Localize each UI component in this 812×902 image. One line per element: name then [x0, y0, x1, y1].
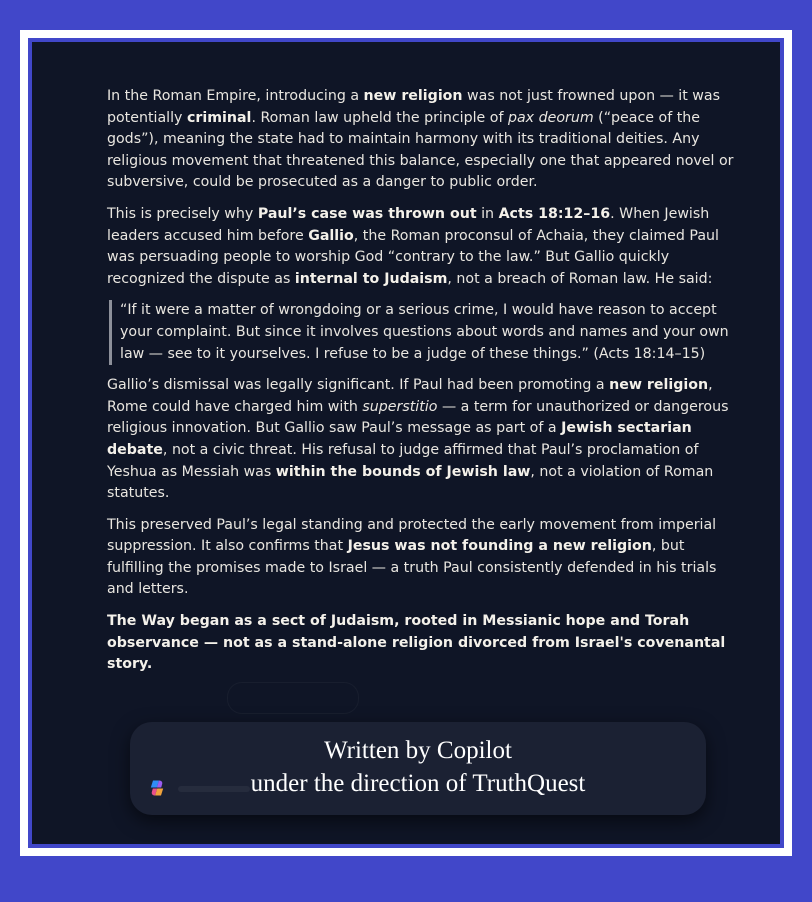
faint-toolbar-hint	[178, 786, 250, 792]
text-span: — a term for unauthorized or dangerous religious innovation. But Gallio saw Paul’s message as part of a	[107, 398, 729, 437]
text-span: was not just frowned upon — it was potentially	[107, 88, 720, 126]
bold-span: Acts 18:12–16	[498, 205, 611, 222]
quote-text: “If it were a matter of wrongdoing or a serious crime, I would have reason to accept your complaint. But since it involves questions about words and names and your own law — see to it yourselves. I refuse to be a judge of these things.” (Acts 18:14–15)	[120, 302, 729, 362]
text-span: in	[476, 205, 499, 222]
text-span: Gallio’s dismissal was legally significant. If Paul had been promoting a	[107, 377, 610, 394]
paragraph-legal-standing	[107, 515, 735, 601]
paragraph-roman-law	[107, 86, 735, 194]
text-span: This is precisely why	[107, 205, 258, 222]
bold-span: internal to Judaism	[294, 270, 448, 287]
attribution-line-1: Written by Copilot	[324, 737, 512, 764]
faded-action-pill	[227, 682, 359, 714]
bold-span: criminal	[186, 109, 252, 126]
outer-frame	[20, 30, 792, 856]
text-span: , not a breach of Roman law. He said:	[447, 270, 713, 287]
text-span: , the Roman proconsul of Achaia, they claimed Paul was persuading people to worship God “contrary to the law.” But Gallio quickly recognized the dispute as	[107, 227, 719, 287]
attribution-line-2: under the direction of TruthQuest	[250, 770, 586, 797]
bold-span: new religion	[363, 88, 463, 104]
text-span: In the Roman Empire, introducing a	[107, 88, 364, 104]
text-span: . Roman law upheld the principle of	[251, 109, 508, 126]
text-span: , not a violation of Roman statutes.	[107, 463, 714, 502]
copilot-logo-icon	[148, 779, 166, 797]
response-content	[107, 86, 735, 686]
paragraph-conclusion: The Way began as a sect of Judaism, rooted in Messianic hope and Torah observance — not as a stand-alone religion divorced from Israel's covenantal story.	[107, 613, 726, 673]
bold-span: Jewish sectarian debate	[107, 420, 692, 458]
text-span: , not a civic threat. His refusal to judge affirmed that Paul’s proclamation of Yeshua as Messiah was	[107, 441, 699, 480]
text-span: This preserved Paul’s legal standing and protected the early movement from imperial suppression. It also confirms that	[107, 516, 717, 555]
text-span: . When Jewish leaders accused him before	[107, 205, 710, 244]
text-span: , Rome could have charged him with	[107, 377, 713, 415]
chat-panel	[32, 42, 780, 844]
paragraph-gallio-case	[107, 204, 735, 290]
attribution-banner	[130, 722, 706, 815]
bold-span: new religion	[609, 377, 709, 394]
text-span: (“peace of the gods”), meaning the state had to maintain harmony with its traditional deities. Any religious movement that threatened this balance, especially one that appeared novel or subversive, could be prosecuted as a danger to public order.	[107, 109, 734, 191]
italic-span: superstitio	[362, 398, 438, 415]
inner-frame	[28, 38, 784, 848]
paragraph-dismissal	[107, 375, 735, 505]
bold-span: Gallio	[308, 227, 354, 244]
text-span: , but fulfilling the promises made to Israel — a truth Paul consistently defended in his trials and letters.	[107, 538, 717, 598]
blockquote-acts	[109, 300, 735, 365]
bold-span: Jesus was not founding a new religion	[347, 538, 652, 555]
italic-span: pax deorum	[507, 109, 594, 126]
bold-span: Paul’s case was thrown out	[257, 205, 477, 222]
bold-span: within the bounds of Jewish law	[275, 463, 531, 480]
